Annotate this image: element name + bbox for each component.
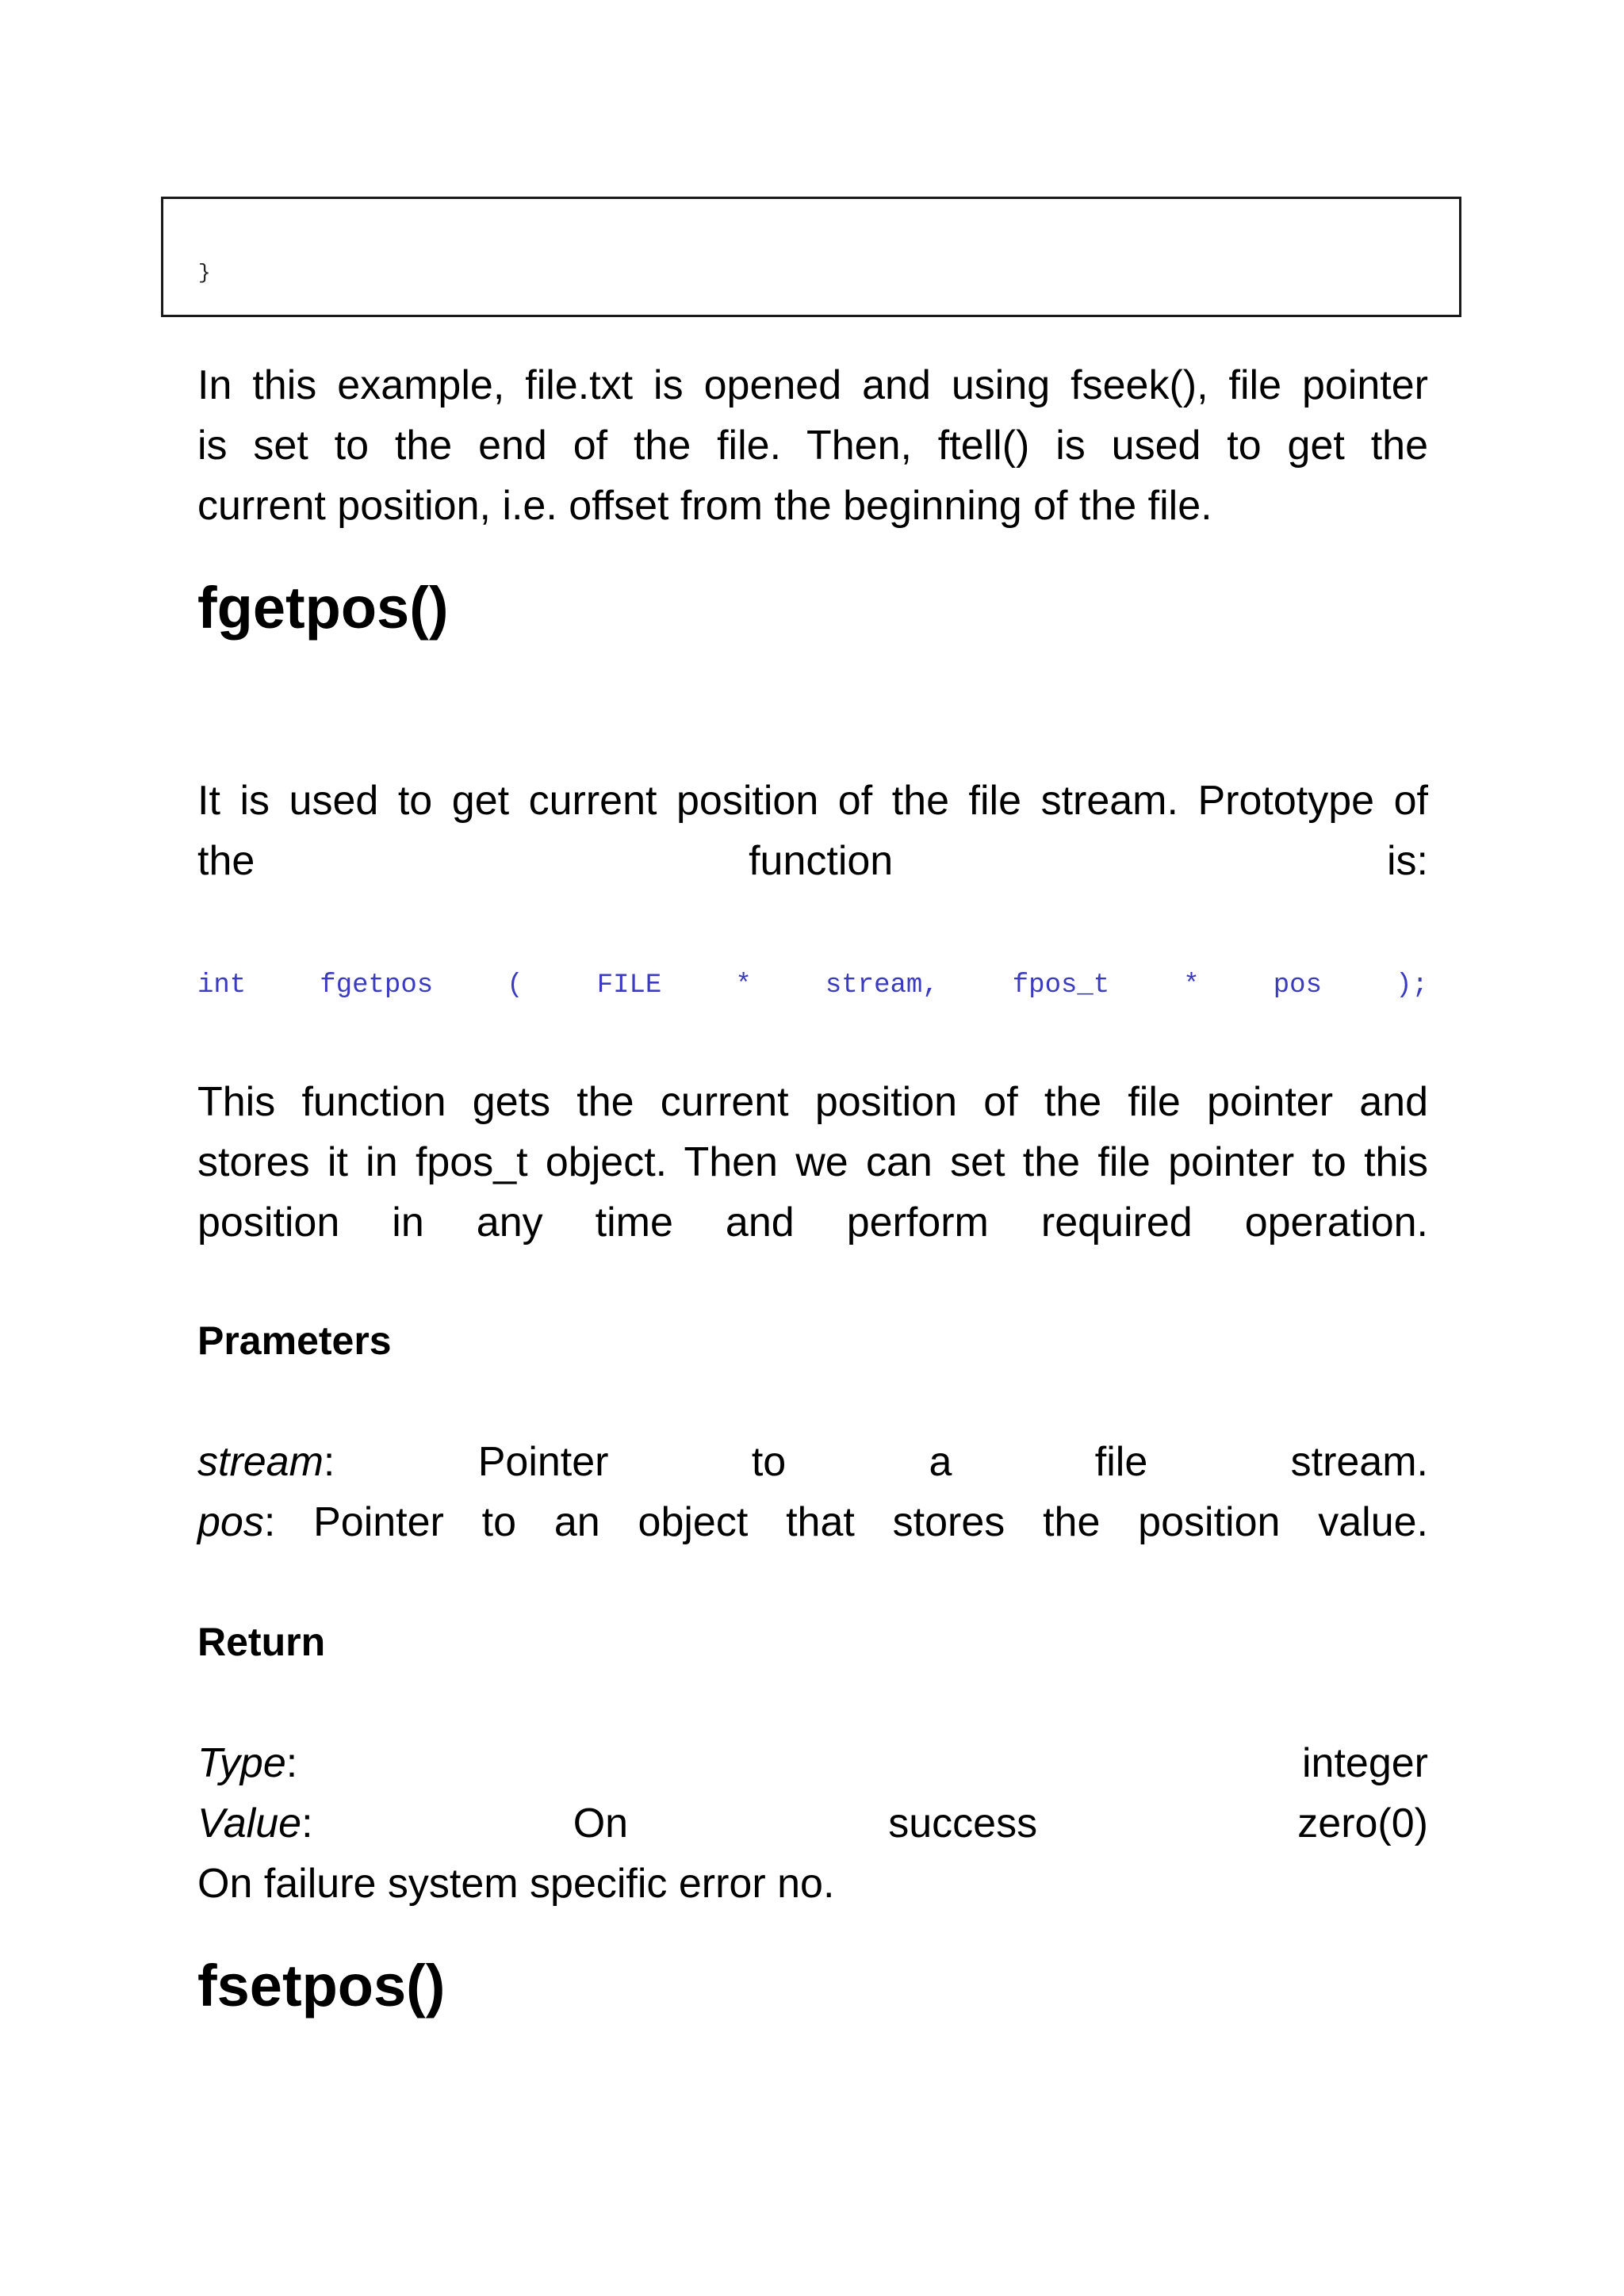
param-pos-name: pos bbox=[197, 1499, 264, 1545]
fsetpos-title: fsetpos() bbox=[197, 1953, 446, 2019]
intro-line-1: In this example, file.txt is opened and using fseek(), file pointer bbox=[197, 362, 1428, 408]
return-failure: On failure system specific error no. bbox=[197, 1861, 835, 1907]
proto-token: fgetpos bbox=[320, 970, 434, 1001]
proto-token: ); bbox=[1396, 970, 1428, 1001]
return-details bbox=[197, 1733, 1428, 1914]
return-type-label: Type bbox=[197, 1740, 286, 1786]
proto-token: * bbox=[1183, 970, 1200, 1001]
fsetpos-section-heading bbox=[197, 1950, 1428, 2022]
intro-line-3: current position, i.e. offset from the beginning of the file. bbox=[197, 483, 1212, 529]
intro-line-2: is set to the end of the file. Then, ftell() is used to get the bbox=[197, 423, 1428, 469]
param-stream bbox=[197, 1432, 1428, 1492]
proto-token: pos bbox=[1273, 970, 1322, 1001]
fgetpos-desc-line-2: the function is: bbox=[197, 838, 1428, 884]
params-heading: Prameters bbox=[197, 1318, 392, 1363]
proto-token: stream, bbox=[825, 970, 939, 1001]
return-value-label: Value bbox=[197, 1800, 302, 1846]
code-closing-brace: } bbox=[198, 261, 211, 285]
explain-line-2: stores it in fpos_t object. Then we can set the file pointer to this bbox=[197, 1139, 1428, 1185]
explain-line-3: position in any time and perform required operation. bbox=[197, 1200, 1428, 1246]
params-heading-block bbox=[197, 1313, 1428, 1368]
proto-token: * bbox=[735, 970, 752, 1001]
param-stream-text: : Pointer to a file stream. bbox=[323, 1439, 1428, 1485]
param-pos bbox=[197, 1492, 1428, 1552]
fgetpos-explanation bbox=[197, 1072, 1428, 1253]
code-block bbox=[161, 197, 1461, 317]
return-heading: Return bbox=[197, 1620, 326, 1664]
param-stream-name: stream bbox=[197, 1439, 324, 1485]
proto-token: fpos_t bbox=[1012, 970, 1110, 1001]
params-list bbox=[197, 1432, 1428, 1552]
return-value-text: : On success zero(0) bbox=[301, 1800, 1428, 1846]
fgetpos-prototype bbox=[197, 970, 1428, 1001]
fgetpos-section-heading bbox=[197, 572, 1428, 644]
explain-line-1: This function gets the current position of the file pointer and bbox=[197, 1079, 1428, 1125]
return-heading-block bbox=[197, 1614, 1428, 1670]
return-type-text: : integer bbox=[285, 1740, 1428, 1786]
intro-paragraph bbox=[197, 355, 1428, 536]
return-type bbox=[197, 1733, 1428, 1793]
fgetpos-description bbox=[197, 771, 1428, 891]
proto-token: int bbox=[197, 970, 247, 1001]
proto-token: ( bbox=[507, 970, 523, 1001]
return-value bbox=[197, 1793, 1428, 1854]
proto-token: FILE bbox=[596, 970, 662, 1001]
param-pos-text: : Pointer to an object that stores the position value. bbox=[263, 1499, 1428, 1545]
fgetpos-title: fgetpos() bbox=[197, 575, 449, 641]
fgetpos-desc-line-1: It is used to get current position of the file stream. Prototype of bbox=[197, 778, 1428, 824]
